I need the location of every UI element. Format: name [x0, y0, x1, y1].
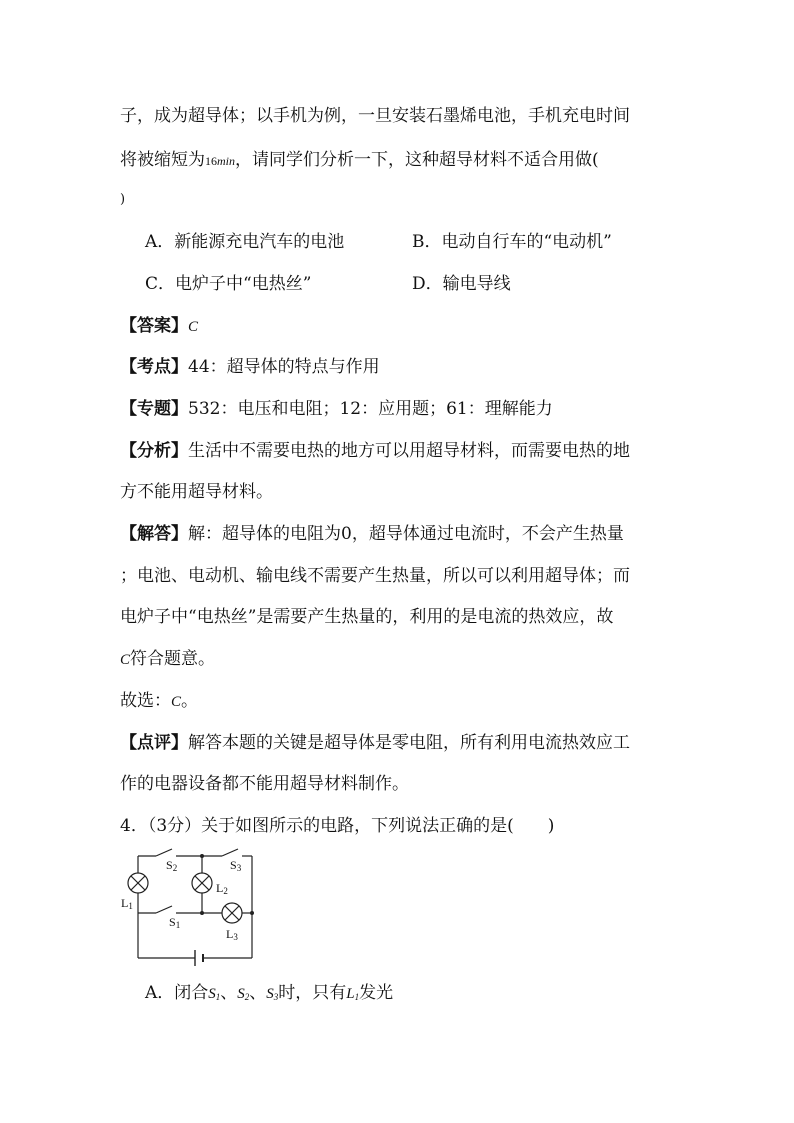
guxuan-var: C	[171, 694, 182, 710]
label-s2: $S_2$	[166, 858, 178, 873]
fenxi-line-2: 方不能用超导材料。	[120, 482, 273, 502]
switch-s3-blade	[222, 849, 238, 856]
fenxi-line-1	[120, 439, 630, 463]
label-l3: $L_3$	[226, 927, 238, 942]
circuit-diagram	[116, 846, 266, 970]
dianping-line-1	[120, 731, 630, 755]
dianping-text-1: 解答本题的关键是超导体是零电阻，所有利用电流热效应工	[188, 733, 630, 753]
intro-line-3: )	[120, 192, 126, 207]
guxuan-pre: 故选：	[120, 691, 171, 711]
intro-line-1: 子，成为超导体；以手机为例，一旦安装石墨烯电池，手机充电时间	[120, 106, 630, 126]
jieda-tag: 【解答】	[120, 524, 188, 544]
guxuan-post: 。	[181, 691, 199, 711]
option-c: C．电炉子中“电热丝”	[145, 274, 312, 294]
option-b: B．电动自行车的“电动机”	[412, 232, 612, 252]
q4-option-a	[145, 981, 393, 1009]
duration-unit: min	[217, 154, 235, 168]
jieda-line-4	[120, 647, 215, 672]
kaodian-line	[120, 355, 380, 379]
label-s3: $S_3$	[230, 858, 242, 873]
var-l1: $L_1$	[346, 986, 360, 1002]
fenxi-tag: 【分析】	[120, 441, 188, 461]
label-l2: $L_2$	[216, 881, 228, 896]
zhuanti-text: 532：电压和电阻；12：应用题；61：理解能力	[188, 399, 553, 419]
kaodian-tag: 【考点】	[120, 357, 188, 377]
jieda-line-3: 电炉子中“电热丝”是需要产生热量的，利用的是电流的热效应，故	[120, 607, 614, 627]
intro-line-2	[120, 148, 599, 173]
label-l1: $L_1$	[121, 896, 133, 911]
answer-line	[120, 314, 198, 339]
jieda-text-1: 解：超导体的电阻为0，超导体通过电流时，不会产生热量	[188, 524, 624, 544]
answer-value: C	[188, 319, 199, 335]
intro-line-2-pre: 将被缩短为	[120, 150, 205, 170]
zhuanti-tag: 【专题】	[120, 399, 188, 419]
var-s2: $S_2$	[237, 986, 250, 1002]
jieda-line-2: ；电池、电动机、输电线不需要产生热量，所以可以利用超导体；而	[120, 566, 630, 586]
jieda-line-1	[120, 522, 624, 546]
sep-1: 、	[220, 983, 238, 1003]
guxuan-line	[120, 689, 198, 714]
zhuanti-line	[120, 397, 553, 421]
sep-2: 、	[249, 983, 267, 1003]
intro-line-2-post: ，请同学们分析一下，这种超导材料不适合用做(	[235, 150, 599, 170]
dianping-line-2: 作的电器设备都不能用超导材料制作。	[120, 774, 409, 794]
kaodian-text: 44：超导体的特点与作用	[188, 357, 380, 377]
jieda-text-4: 符合题意。	[130, 649, 216, 669]
switch-s2-blade	[156, 849, 172, 856]
q4-option-a-post: 发光	[359, 983, 394, 1003]
fenxi-text-1: 生活中不需要电热的地方可以用超导材料，而需要电热的地	[188, 441, 630, 461]
duration-value: 16	[205, 154, 217, 168]
q4-option-a-pre: A．闭合	[145, 983, 209, 1003]
var-s1: $S_1$	[208, 986, 221, 1002]
switch-s1-blade	[156, 906, 172, 913]
question-4-stem: 4．（3分）关于如图所示的电路，下列说法正确的是( )	[120, 816, 555, 836]
answer-tag: 【答案】	[120, 316, 188, 336]
label-s1: $S_1$	[169, 915, 181, 930]
jieda-var: C	[120, 652, 131, 668]
q4-option-a-mid: 时，只有	[278, 983, 347, 1003]
dianping-tag: 【点评】	[120, 733, 188, 753]
var-s3: $S_3$	[266, 986, 279, 1002]
option-a: A．新能源充电汽车的电池	[145, 232, 345, 252]
option-d: D．输电导线	[412, 274, 511, 294]
